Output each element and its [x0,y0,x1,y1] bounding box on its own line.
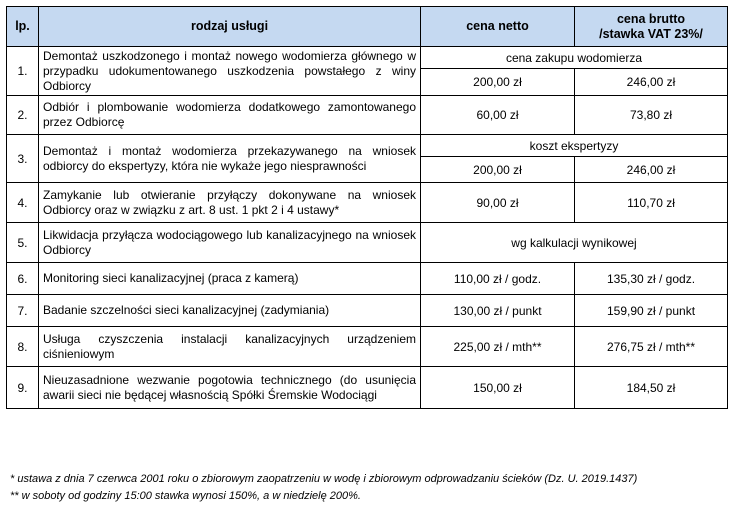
row-gross-price: 135,30 zł / godz. [575,263,728,295]
price-table [6,6,728,409]
row-net-price: 90,00 zł [421,183,575,223]
row-number: 4. [7,183,39,223]
table-row [7,96,728,135]
row-gross-price: 159,90 zł / punkt [575,295,728,327]
header-gross-line2: /stawka VAT 23%/ [599,26,703,41]
row-description: Demontaż uszkodzonego i montaż nowego wodomierza głównego w przypadku udokumentowanego uszkodzenia powstałego z winy Odbiorcy [39,47,421,96]
row-gross-price: 276,75 zł / mth** [575,327,728,367]
row-number: 3. [7,135,39,183]
row-gross-price: 110,70 zł [575,183,728,223]
header-service: rodzaj usługi [39,7,421,47]
footnote-law: * ustawa z dnia 7 czerwca 2001 roku o zbiorowym zaopatrzeniu w wodę i zbiorowym odprowadzaniu ścieków (Dz. U. 2019.1437) [10,473,638,485]
table-row [7,135,728,157]
row-number: 7. [7,295,39,327]
row-number: 6. [7,263,39,295]
footnote-weekend-rate: ** w soboty od godziny 15:00 stawka wynosi 150%, a w niedzielę 200%. [10,490,361,502]
row-gross-price: 73,80 zł [575,96,728,135]
table-row [7,327,728,367]
table-row [7,223,728,263]
table-row [7,47,728,69]
table-row [7,295,728,327]
row-description: Demontaż i montaż wodomierza przekazywanego na wniosek odbiorcy do ekspertyzy, która nie wykaże jego niesprawności [39,135,421,183]
row-number: 5. [7,223,39,263]
row-description: Usługa czyszczenia instalacji kanalizacyjnych urządzeniem ciśnieniowym [39,327,421,367]
row-gross-price: 246,00 zł [575,157,728,183]
table-row [7,183,728,223]
header-lp: lp. [7,7,39,47]
footnotes [10,471,637,505]
row-merged-price: wg kalkulacji wynikowej [421,223,728,263]
row-net-price: 200,00 zł [421,157,575,183]
table-row [7,367,728,409]
row-price-note: koszt ekspertyzy [421,135,728,157]
header-row [7,7,728,47]
row-net-price: 60,00 zł [421,96,575,135]
row-price-note: cena zakupu wodomierza [421,47,728,69]
row-description: Odbiór i plombowanie wodomierza dodatkowego zamontowanego przez Odbiorcę [39,96,421,135]
row-number: 8. [7,327,39,367]
row-net-price: 150,00 zł [421,367,575,409]
row-net-price: 110,00 zł / godz. [421,263,575,295]
row-gross-price: 246,00 zł [575,69,728,96]
row-description: Monitoring sieci kanalizacyjnej (praca z kamerą) [39,263,421,295]
row-net-price: 130,00 zł / punkt [421,295,575,327]
row-net-price: 225,00 zł / mth** [421,327,575,367]
row-net-price: 200,00 zł [421,69,575,96]
row-description: Zamykanie lub otwieranie przyłączy dokonywane na wniosek Odbiorcy oraz w związku z art. 8 ust. 1 pkt 2 i 4 ustawy* [39,183,421,223]
header-gross [575,7,728,47]
row-number: 2. [7,96,39,135]
row-description: Likwidacja przyłącza wodociągowego lub kanalizacyjnego na wniosek Odbiorcy [39,223,421,263]
row-number: 1. [7,47,39,96]
row-description: Badanie szczelności sieci kanalizacyjnej (zadymiania) [39,295,421,327]
table-row [7,263,728,295]
row-number: 9. [7,367,39,409]
row-description: Nieuzasadnione wezwanie pogotowia technicznego (do usunięcia awarii sieci nie będącej własnością Spółki Śremskie Wodociągi [39,367,421,409]
row-gross-price: 184,50 zł [575,367,728,409]
header-gross-line1: cena brutto [616,11,686,26]
header-net: cena netto [421,7,575,47]
